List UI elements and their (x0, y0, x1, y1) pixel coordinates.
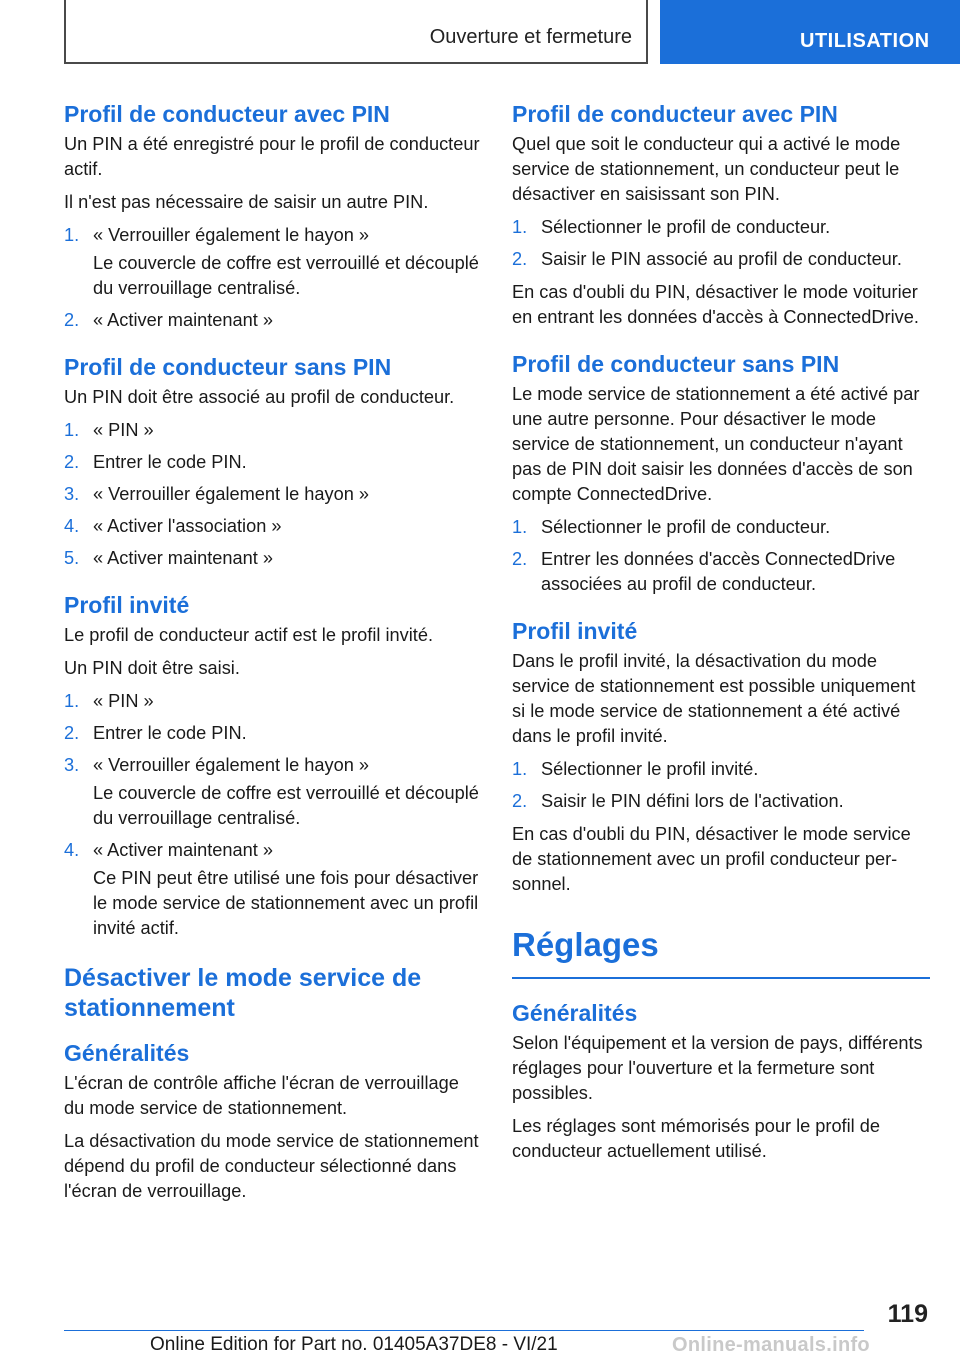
step-number: 1. (512, 759, 528, 779)
heading-general: Généralités (512, 1000, 638, 1026)
heading-general: Généralités (64, 1040, 190, 1066)
paragraph: L'écran de contrôle affiche l'écran de verrouillage du mode service de stationnement. (64, 1073, 459, 1118)
footer-divider (64, 1330, 864, 1331)
heading-driver-without-pin: Profil de conducteur sans PIN (512, 351, 840, 377)
list-item (64, 546, 482, 571)
paragraph: Un PIN doit être saisi. (64, 658, 240, 678)
list-item (64, 689, 482, 714)
step-number: 4. (64, 840, 80, 860)
step-text: « Activer maintenant » (93, 840, 273, 860)
list-item (512, 789, 930, 814)
step-note: Le couvercle de coffre est verrouillé et découplé du verrouillage centralisé. (93, 783, 479, 828)
step-text: « Activer maintenant » (93, 310, 273, 330)
steps-list (64, 418, 482, 571)
steps-list (64, 689, 482, 941)
page-number: 119 (887, 1300, 928, 1328)
page-header (0, 0, 960, 66)
step-text: « PIN » (93, 691, 154, 711)
paragraph: Le profil de conducteur actif est le profil invité. (64, 625, 433, 645)
step-text: « Verrouiller également le hayon » (93, 755, 370, 775)
step-number: 1. (512, 517, 528, 537)
step-text: Entrer le code PIN. (93, 723, 247, 743)
step-number: 2. (512, 249, 528, 269)
step-note: Le couvercle de coffre est verrouillé et découplé du verrouillage centralisé. (93, 253, 479, 298)
heading-deactivate-parking-mode: Désactiver le mode service de stationnement (64, 964, 422, 1022)
list-item (512, 515, 930, 540)
step-number: 2. (64, 723, 80, 743)
paragraph: Selon l'équipement et la version de pays, différents réglages pour l'ouverture et la fermeture sont possibles. (512, 1033, 923, 1103)
heading-driver-with-pin: Profil de conducteur avec PIN (512, 101, 838, 127)
step-text: Saisir le PIN associé au profil de conducteur. (541, 249, 902, 269)
list-item (64, 418, 482, 443)
paragraph: Le mode service de stationnement a été activé par une autre personne. Pour désactiver le mode service de stationnement, un conducteur n'ayant pas de PIN doit saisir les données d'accès de son compte ConnectedDrive. (512, 384, 920, 504)
chapter-tab[interactable]: UTILISATION (660, 0, 960, 64)
list-item (512, 757, 930, 782)
list-item (64, 721, 482, 746)
left-column (64, 100, 482, 1212)
step-note: Ce PIN peut être utilisé une fois pour désactiver le mode service de stationnement avec un profil invité actif. (93, 868, 479, 938)
paragraph: Quel que soit le conducteur qui a activé le mode service de stationnement, un conducteur peut le désactiver en saisissant son PIN. (512, 134, 901, 204)
step-text: « Activer l'association » (93, 516, 282, 536)
step-number: 2. (64, 452, 80, 472)
steps-list (64, 223, 482, 333)
list-item (64, 482, 482, 507)
paragraph: La désactivation du mode service de stationnement dépend du profil de conducteur sélectionné dans l'écran de verrouillage. (64, 1131, 479, 1201)
heading-driver-without-pin: Profil de conducteur sans PIN (64, 354, 392, 380)
list-item (64, 753, 482, 831)
list-item (64, 838, 482, 941)
step-text: Sélectionner le profil invité. (541, 759, 759, 779)
paragraph: En cas d'oubli du PIN, désactiver le mode service de stationnement avec un profil conducteur personnel. (512, 824, 911, 894)
step-text: « Activer maintenant » (93, 548, 273, 568)
list-item (64, 514, 482, 539)
step-text: « Verrouiller également le hayon » (93, 484, 370, 504)
heading-guest-profile: Profil invité (512, 618, 638, 644)
paragraph: Dans le profil invité, la désactivation du mode service de stationnement est possible uniquement si le mode service de stationnement a été activé dans le profil invité. (512, 651, 916, 746)
step-number: 2. (512, 549, 528, 569)
watermark-logo: Online-manuals.info (672, 1334, 870, 1356)
heading-settings: Réglages (512, 925, 930, 979)
step-number: 1. (512, 217, 528, 237)
step-number: 1. (64, 225, 80, 245)
right-column (512, 100, 930, 1172)
section-title: Ouverture et fermeture (64, 0, 648, 64)
paragraph: Un PIN doit être associé au profil de conducteur. (64, 387, 455, 407)
list-item (64, 450, 482, 475)
step-number: 1. (64, 420, 80, 440)
steps-list (512, 757, 930, 814)
step-number: 4. (64, 516, 80, 536)
step-number: 2. (64, 310, 80, 330)
paragraph: Les réglages sont mémorisés pour le profil de conducteur actuellement utilisé. (512, 1116, 880, 1161)
steps-list (512, 515, 930, 597)
step-number: 5. (64, 548, 80, 568)
step-number: 3. (64, 484, 80, 504)
step-text: « Verrouiller également le hayon » (93, 225, 370, 245)
step-number: 1. (64, 691, 80, 711)
list-item (512, 247, 930, 272)
paragraph: Un PIN a été enregistré pour le profil de conducteur actif. (64, 134, 480, 179)
step-text: Entrer le code PIN. (93, 452, 247, 472)
list-item (512, 215, 930, 240)
list-item (64, 223, 482, 301)
step-text: Sélectionner le profil de conducteur. (541, 217, 831, 237)
step-text: Entrer les données d'accès ConnectedDrive associées au profil de conducteur. (541, 549, 896, 594)
list-item (64, 308, 482, 333)
heading-guest-profile: Profil invité (64, 592, 190, 618)
step-text: Sélectionner le profil de conducteur. (541, 517, 831, 537)
steps-list (512, 215, 930, 272)
paragraph: En cas d'oubli du PIN, désactiver le mode voiturier en entrant les données d'accès à ConnectedDrive. (512, 282, 919, 327)
paragraph: Il n'est pas nécessaire de saisir un autre PIN. (64, 192, 429, 212)
step-number: 3. (64, 755, 80, 775)
step-text: Saisir le PIN défini lors de l'activation. (541, 791, 844, 811)
step-number: 2. (512, 791, 528, 811)
edition-note: Online Edition for Part no. 01405A37DE8 - VI/21 (150, 1334, 558, 1355)
step-text: « PIN » (93, 420, 154, 440)
list-item (512, 547, 930, 597)
heading-driver-with-pin: Profil de conducteur avec PIN (64, 101, 390, 127)
